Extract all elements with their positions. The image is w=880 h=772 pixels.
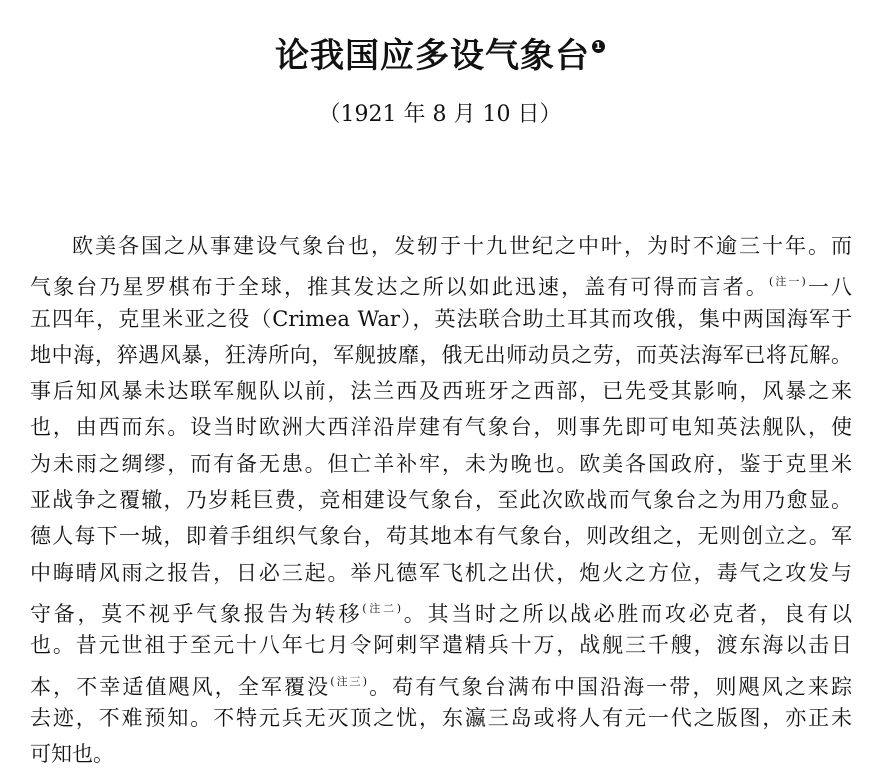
article-title — [0, 34, 880, 78]
text-line: 去迹，不难预知。不特元兵无灭顶之忧，东瀛三岛或将人有元一代之版图，亦正未 — [30, 705, 852, 730]
body-paragraph — [30, 228, 852, 772]
text-line: 气象台乃星罗棋布于全球，推其发达之所以如此迅速，盖有可得而言者。$^{(注一)}$一八 — [30, 275, 852, 300]
text-line: 五四年，克里米亚之役（Crimea War），英法联合助土耳其而攻俄，集中两国海军于 — [30, 306, 852, 331]
text-line: 也，由西而东。设当时欧洲大西洋沿岸建有气象台，则事先即可电知英法舰队，使 — [30, 415, 852, 440]
footnote-reference: (注三) — [330, 674, 368, 688]
text-line: 为未雨之绸缪，而有备无患。但亡羊补牢，未为晚也。欧美各国政府，鉴于克里米 — [30, 451, 852, 476]
text-line: 守备，莫不视乎气象报告为转移$^{(注二)}$。其当时之所以战必胜而攻必克者，良有以 — [30, 601, 853, 626]
text-line: 可知也。 — [30, 742, 114, 767]
text-line: 地中海，猝遇风暴，狂涛所向，军舰披靡，俄无出师动员之劳，而英法海军已将瓦解。 — [30, 342, 852, 367]
text-line: 亚战争之覆辙，乃岁耗巨费，竞相建设气象台，至此次欧战而气象台之为用乃愈显。 — [30, 488, 852, 513]
text-line: 事后知风暴未达联军舰队以前，法兰西及西班牙之西部，已先受其影响，风暴之来 — [30, 379, 852, 404]
text-line: 也。昔元世祖于至元十八年七月令阿剌罕遣精兵十万，战舰三千艘，渡东海以击日 — [30, 633, 852, 658]
text-line: 欧美各国之从事建设气象台也，发轫于十九世纪之中叶，为时不逾三十年。而 — [72, 234, 852, 258]
footnote-reference: (注一) — [768, 275, 806, 289]
article-title-text: 论我国应多设气象台 — [275, 36, 590, 76]
text-line: 本，不幸适值飓风，全军覆没$^{(注三)}$。苟有气象台满布中国沿海一带，则飓风之来踪 — [30, 674, 852, 699]
title-footnote-marker: 1 — [592, 40, 605, 53]
text-line: 德人每下一城，即着手组织气象台，苟其地本有气象台，则改组之，无则创立之。军 — [30, 524, 852, 549]
article-date: （1921 年 8 月 10 日） — [318, 102, 562, 127]
text-line: 中晦晴风雨之报告，日必三起。举凡德军飞机之出伏，炮火之方位，毒气之攻发与 — [30, 560, 852, 585]
footnote-reference: (注二) — [362, 601, 402, 615]
